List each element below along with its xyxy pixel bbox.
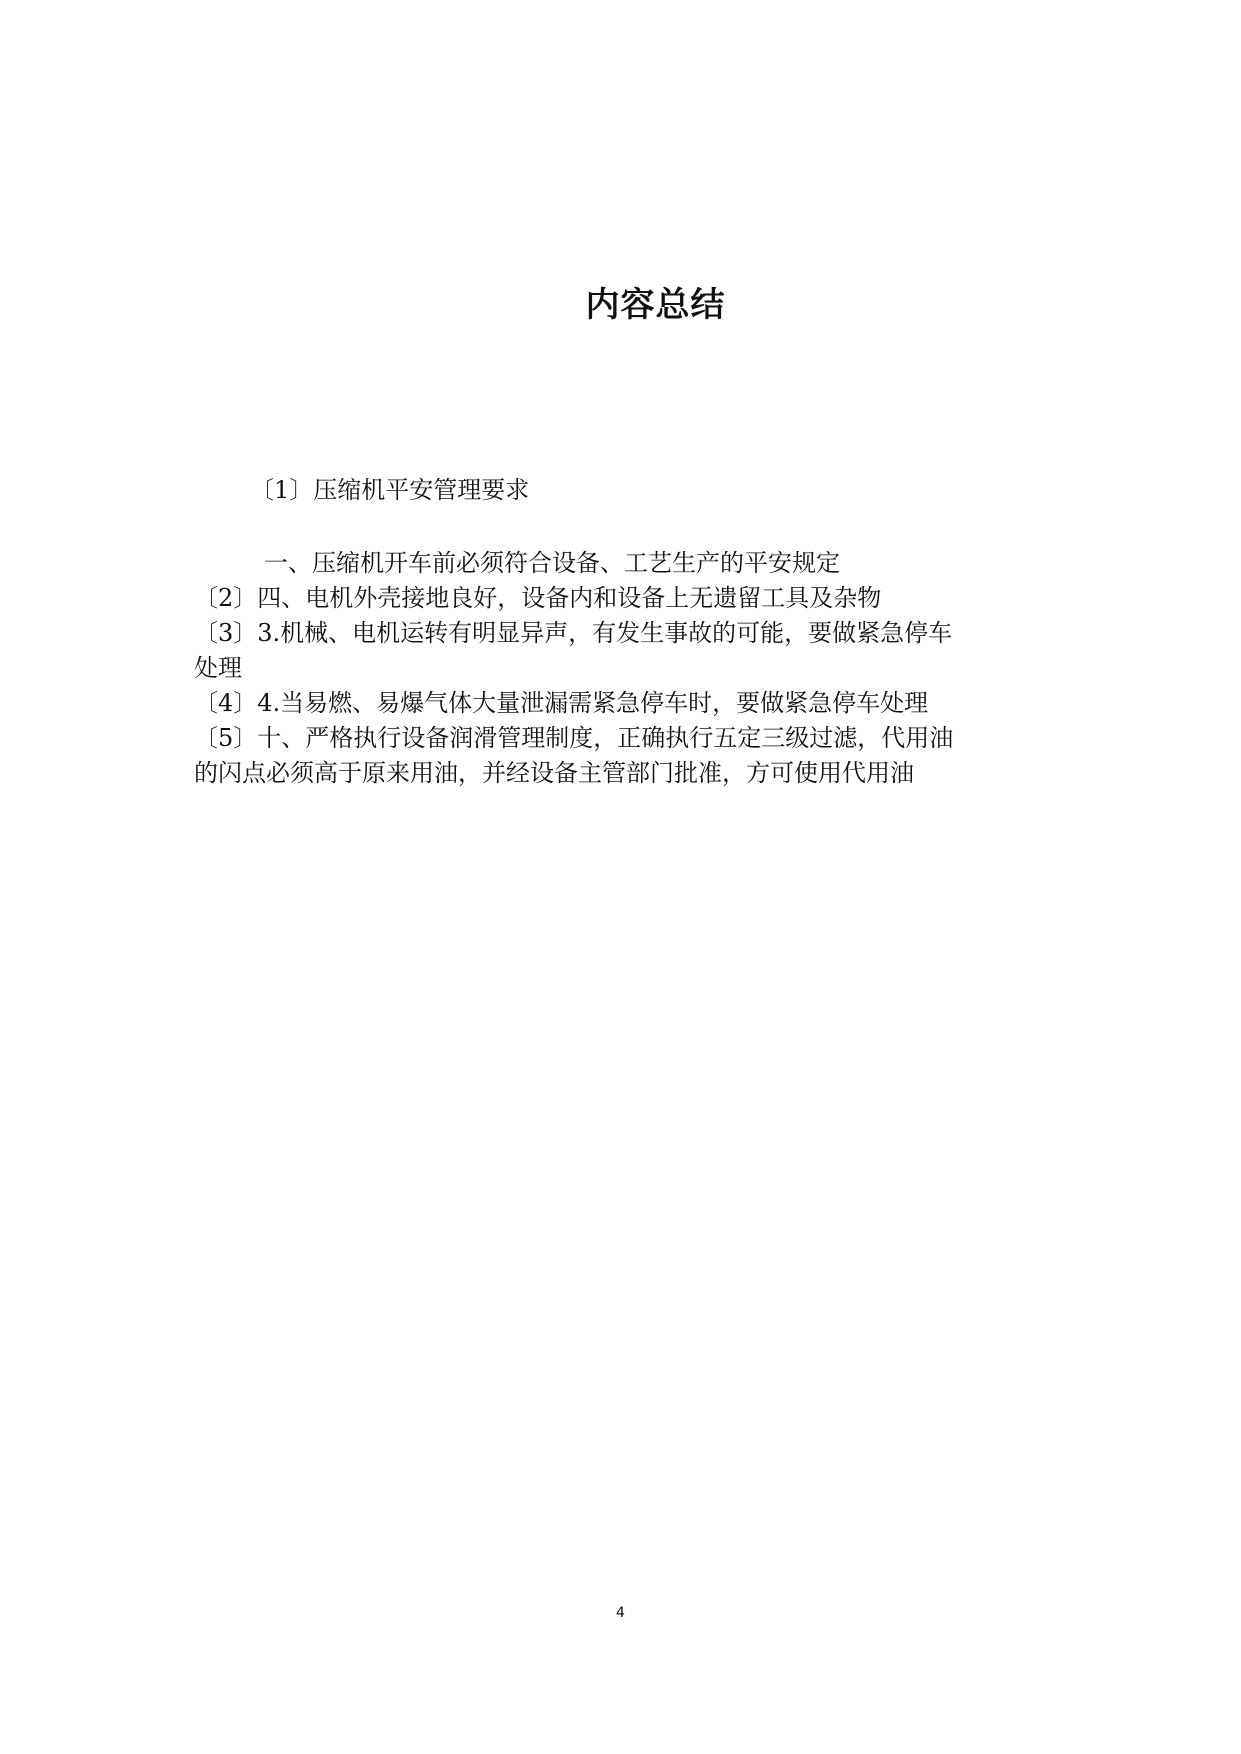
paragraph-item-4: 〔4〕4.当易燃、易爆气体大量泄漏需紧急停车时，要做紧急停车处理 xyxy=(194,689,929,717)
paragraph-item-2: 〔2〕四、电机外壳接地良好，设备内和设备上无遗留工具及杂物 xyxy=(194,584,882,612)
paragraph-item-3-continued: 处理 xyxy=(194,654,242,682)
paragraph-item-1: 一、压缩机开车前必须符合设备、工艺生产的平安规定 xyxy=(264,549,840,577)
document-body xyxy=(194,473,1054,791)
paragraph-spacer xyxy=(194,508,1054,546)
paragraph-item-5-continued: 的闪点必须高于原来用油，并经设备主管部门批准，方可使用代用油 xyxy=(194,759,914,787)
paragraph-item-5: 〔5〕十、严格执行设备润滑管理制度，正确执行五定三级过滤，代用油 xyxy=(194,724,954,752)
paragraph-item-3: 〔3〕3.机械、电机运转有明显异声，有发生事故的可能，要做紧急停车 xyxy=(194,619,953,647)
page-number: 4 xyxy=(616,1605,625,1621)
page-title: 内容总结 xyxy=(585,285,726,325)
paragraph-heading-1: 〔1〕压缩机平安管理要求 xyxy=(250,476,530,504)
